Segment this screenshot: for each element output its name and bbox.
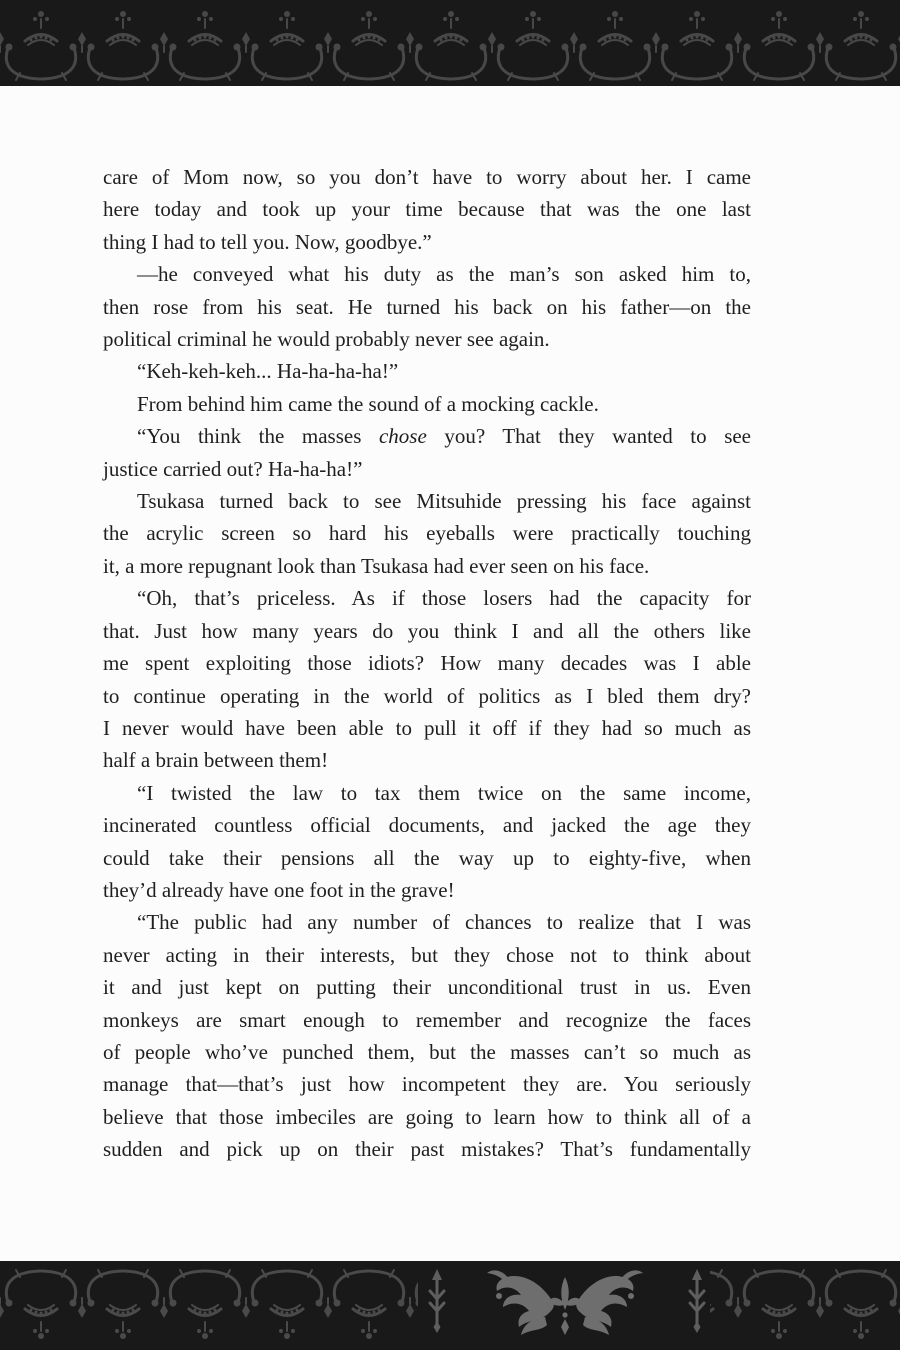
text-line: believe that those imbeciles are going to learn how to think all of a bbox=[103, 1104, 751, 1129]
text-line: “I twisted the law to tax them twice on the same income, bbox=[137, 780, 751, 805]
text-line: manage that—that’s just how incompetent they are. You seriously bbox=[103, 1072, 751, 1097]
paragraph bbox=[103, 420, 751, 485]
paragraph bbox=[103, 161, 751, 258]
text-line: I never would have been able to pull it off if they had so much as bbox=[103, 715, 751, 740]
text-line: could take their pensions all the way up to eighty-five, when bbox=[103, 845, 751, 870]
text-line: it and just kept on putting their unconditional trust in us. Even bbox=[103, 975, 751, 1000]
text-line: sudden and pick up on their past mistakes? That’s fundamentally bbox=[103, 1137, 751, 1162]
text-line: me spent exploiting those idiots? How many decades was I able bbox=[103, 651, 751, 676]
text-line: incinerated countless official documents, and jacked the age they bbox=[103, 813, 751, 838]
text-line: it, a more repugnant look than Tsukasa had ever seen on his face. bbox=[103, 553, 650, 578]
paragraph bbox=[103, 485, 751, 582]
paragraph bbox=[103, 355, 751, 387]
text-line: “The public had any number of chances to realize that I was bbox=[137, 910, 751, 935]
text-line: then rose from his seat. He turned his back on his father—on the bbox=[103, 294, 751, 319]
text-line: thing I had to tell you. Now, goodbye.” bbox=[103, 229, 432, 254]
text-line: —he conveyed what his duty as the man’s son asked him to, bbox=[137, 262, 751, 287]
text-line: the acrylic screen so hard his eyeballs were practically touching bbox=[103, 521, 751, 546]
text-line: From behind him came the sound of a mocking cackle. bbox=[137, 391, 599, 416]
text-line: care of Mom now, so you don’t have to worry about her. I came bbox=[103, 165, 751, 189]
text-line: of people who’ve punched them, but the masses can’t so much as bbox=[103, 1039, 751, 1064]
bottom-border-band bbox=[0, 1261, 900, 1350]
lace-pattern-top-icon bbox=[0, 0, 900, 86]
text-line: to continue operating in the world of politics as I bled them dry? bbox=[103, 683, 751, 708]
text-line: monkeys are smart enough to remember and recognize the faces bbox=[103, 1007, 751, 1032]
text-line: “Keh-keh-keh... Ha-ha-ha-ha!” bbox=[137, 359, 399, 384]
text-line: Tsukasa turned back to see Mitsuhide pressing his face against bbox=[137, 489, 751, 514]
text-line: never acting in their interests, but they chose not to think about bbox=[103, 942, 751, 967]
text-line: “You think the masses chose you? That they wanted to see bbox=[137, 424, 752, 449]
paragraph bbox=[103, 258, 751, 355]
paragraph bbox=[103, 777, 751, 907]
text-line: that. Just how many years do you think I and all the others like bbox=[103, 618, 751, 643]
text-block bbox=[103, 161, 751, 1166]
top-border-band bbox=[0, 0, 900, 86]
paragraph bbox=[103, 582, 751, 776]
text-line: justice carried out? Ha-ha-ha!” bbox=[103, 456, 363, 481]
paragraph bbox=[103, 388, 751, 420]
text-line: here today and took up your time because that was the one last bbox=[103, 197, 751, 222]
text-line: they’d already have one foot in the grave! bbox=[103, 877, 455, 902]
italic-word: chose bbox=[378, 424, 427, 449]
text-line: half a brain between them! bbox=[103, 748, 329, 773]
text-line: “Oh, that’s priceless. As if those losers had the capacity for bbox=[137, 586, 751, 611]
paragraph bbox=[103, 906, 751, 1165]
text-line: political criminal he would probably never see again. bbox=[103, 327, 550, 352]
